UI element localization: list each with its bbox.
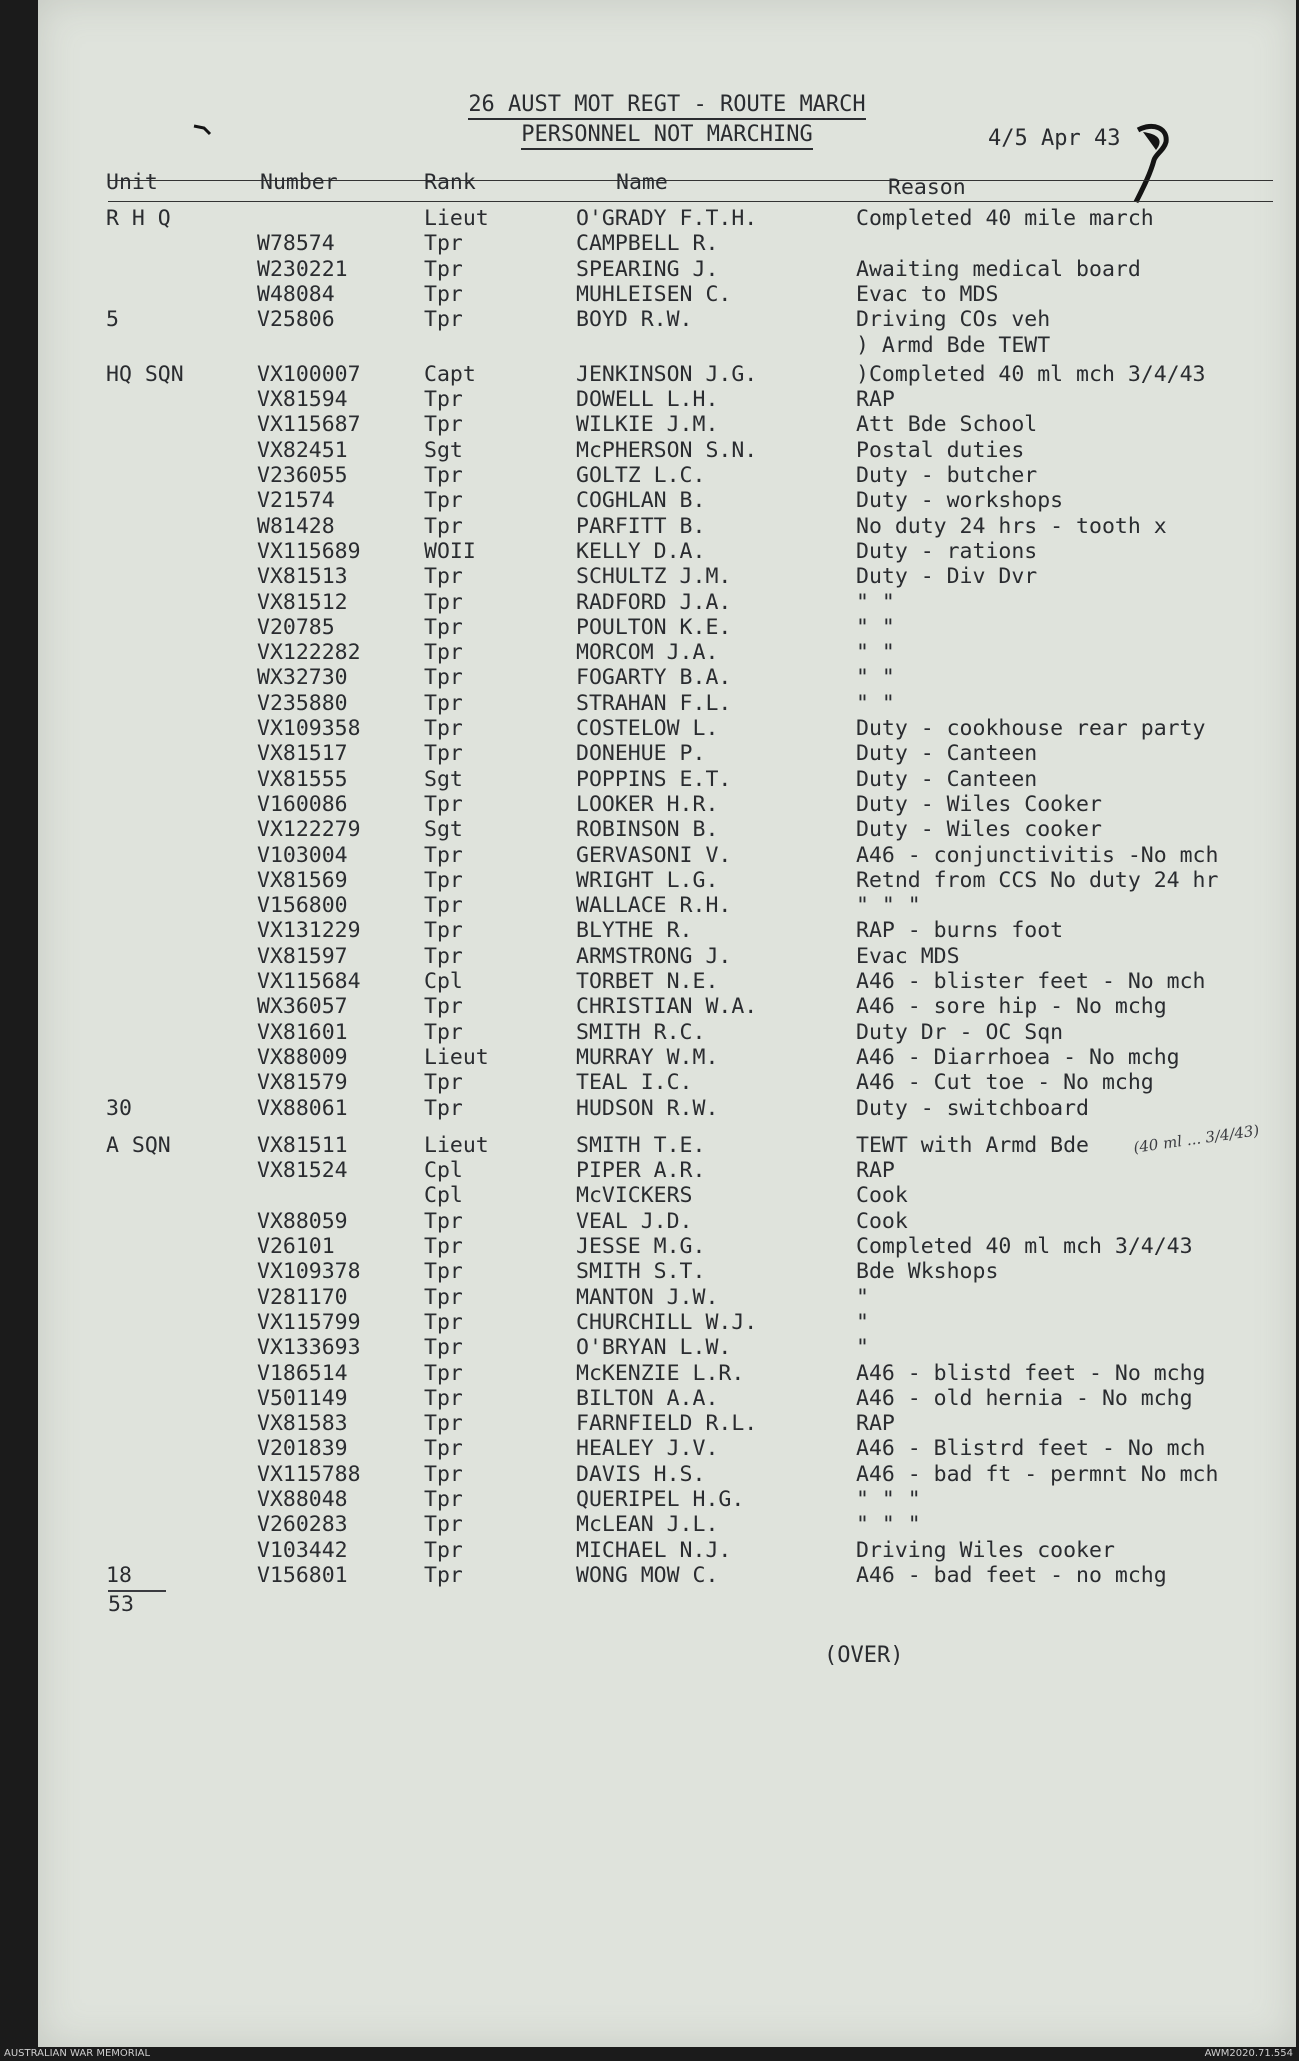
row-number: VX81583: [257, 1411, 348, 1437]
row-name: McKENZIE L.R.: [576, 1360, 745, 1386]
table-row: [38, 1310, 1296, 1336]
row-reason: Cook: [856, 1208, 908, 1234]
table-row: [38, 1487, 1296, 1513]
row-name: TEAL I.C.: [576, 1070, 693, 1096]
row-reason: Driving Wiles cooker: [856, 1537, 1115, 1563]
row-rank: Tpr: [424, 1385, 463, 1411]
table-row: [38, 792, 1296, 818]
table-row: [38, 918, 1296, 944]
table-row: [38, 307, 1296, 333]
row-number: VX88061: [257, 1095, 348, 1121]
row-unit: A SQN: [106, 1132, 171, 1158]
header-reason: Reason: [888, 175, 966, 200]
row-number: W48084: [257, 281, 335, 307]
row-number: V156801: [257, 1562, 348, 1588]
row-number: W78574: [257, 231, 335, 257]
row-name: BLYTHE R.: [576, 918, 693, 944]
row-name: McLEAN J.L.: [576, 1512, 719, 1538]
table-row: [38, 1512, 1296, 1538]
table-row: [38, 944, 1296, 970]
row-reason: Awaiting medical board: [856, 256, 1141, 282]
row-number: V21574: [257, 488, 335, 514]
table-row: [38, 1209, 1296, 1235]
footer-reference: AWM2020.71.554: [1204, 2048, 1293, 2059]
table-row: [38, 412, 1296, 438]
row-name: MURRAY W.M.: [576, 1044, 719, 1070]
row-unit: 18: [106, 1562, 132, 1588]
row-reason: A46 - conjunctivitis -No mch: [856, 842, 1219, 868]
table-row: [38, 514, 1296, 540]
row-rank: Tpr: [424, 412, 463, 438]
row-rank: Tpr: [424, 1019, 463, 1045]
table-row: [38, 615, 1296, 641]
row-name: ROBINSON B.: [576, 817, 719, 843]
row-unit: R H Q: [106, 206, 171, 231]
table-row: [38, 257, 1296, 283]
row-name: SCHULTZ J.M.: [576, 564, 732, 590]
row-number: VX81601: [257, 1019, 348, 1045]
row-reason: RAP - burns foot: [856, 918, 1064, 944]
row-rank: Tpr: [424, 307, 463, 333]
row-rank: Tpr: [424, 1335, 463, 1361]
row-name: SMITH R.C.: [576, 1019, 706, 1045]
row-reason: Duty Dr - OC Sqn: [856, 1019, 1064, 1045]
row-name: CHRISTIAN W.A.: [576, 994, 758, 1020]
row-number: VX81511: [257, 1132, 348, 1158]
row-name: DONEHUE P.: [576, 741, 706, 767]
header-rule-bottom: [108, 201, 1273, 202]
row-name: COGHLAN B.: [576, 488, 706, 514]
row-name: MICHAEL N.J.: [576, 1537, 732, 1563]
row-rank: Tpr: [424, 791, 463, 817]
document-date: 4/5 Apr 43: [988, 126, 1121, 151]
row-rank: Tpr: [424, 665, 463, 691]
row-reason: No duty 24 hrs - tooth x: [856, 513, 1167, 539]
row-unit: 30: [106, 1095, 132, 1121]
row-rank: Tpr: [424, 893, 463, 919]
row-name: GERVASONI V.: [576, 842, 732, 868]
row-reason: A46 - Cut toe - No mchg: [856, 1070, 1154, 1096]
row-reason: " ": [856, 640, 895, 666]
row-rank: Tpr: [424, 1537, 463, 1563]
table-row: [38, 206, 1296, 232]
table-row: [38, 362, 1296, 388]
row-number: VX81555: [257, 766, 348, 792]
row-name: JESSE M.G.: [576, 1234, 706, 1259]
row-name: STRAHAN F.L.: [576, 690, 732, 716]
row-number: VX88048: [257, 1487, 348, 1512]
table-row: [38, 438, 1296, 464]
table-row: [38, 1259, 1296, 1285]
row-reason: Completed 40 mile march: [856, 206, 1154, 231]
row-number: VX81569: [257, 867, 348, 893]
row-rank: Tpr: [424, 842, 463, 868]
row-name: WRIGHT L.G.: [576, 867, 719, 893]
table-row: [38, 231, 1296, 257]
row-reason: " " ": [856, 1487, 921, 1512]
row-rank: Tpr: [424, 1487, 463, 1512]
row-number: VX109378: [257, 1259, 361, 1285]
row-number: VX88009: [257, 1044, 348, 1070]
tick-mark-icon: [190, 120, 220, 140]
row-reason: Postal duties: [856, 437, 1025, 463]
row-rank: Tpr: [424, 231, 463, 257]
header-number: Number: [260, 170, 338, 195]
row-reason: ": [856, 1284, 869, 1310]
row-reason: RAP: [856, 387, 895, 413]
row-reason: Duty - Wiles Cooker: [856, 791, 1102, 817]
row-number: VX81594: [257, 387, 348, 413]
row-reason: Duty - Canteen: [856, 741, 1038, 767]
table-row: [38, 282, 1296, 308]
row-reason: Evac to MDS: [856, 281, 999, 307]
row-name: DAVIS H.S.: [576, 1461, 706, 1487]
row-name: WILKIE J.M.: [576, 412, 719, 438]
row-number: V103442: [257, 1537, 348, 1563]
table-row: [38, 1183, 1296, 1209]
table-row: [38, 564, 1296, 590]
row-number: V235880: [257, 690, 348, 716]
row-number: VX81512: [257, 589, 348, 615]
row-name: BOYD R.W.: [576, 307, 693, 333]
row-number: V501149: [257, 1385, 348, 1411]
row-name: SPEARING J.: [576, 256, 719, 282]
row-number: W81428: [257, 513, 335, 539]
row-reason: Duty - Canteen: [856, 766, 1038, 792]
row-reason: A46 - bad feet - no mchg: [856, 1562, 1167, 1588]
row-reason: " " ": [856, 1512, 921, 1538]
row-rank: Sgt: [424, 766, 463, 792]
row-reason: A46 - bad ft - permnt No mch: [856, 1461, 1219, 1487]
row-number: VX115684: [257, 969, 361, 994]
row-name: CAMPBELL R.: [576, 231, 719, 257]
row-reason: Duty - workshops: [856, 488, 1064, 514]
row-number: V260283: [257, 1512, 348, 1538]
row-number: VX115799: [257, 1309, 361, 1335]
handwritten-note: (40 ml ... 3/4/43): [1132, 1121, 1261, 1157]
row-name: WONG MOW C.: [576, 1562, 719, 1588]
row-rank: Tpr: [424, 1436, 463, 1462]
table-row: [38, 893, 1296, 919]
row-reason: A46 - Diarrhoea - No mchg: [856, 1044, 1180, 1070]
table-row: [38, 1436, 1296, 1462]
row-number: W230221: [257, 256, 348, 282]
row-reason: Duty - Wiles cooker: [856, 817, 1102, 843]
row-reason: RAP: [856, 1411, 895, 1437]
table-row: [38, 994, 1296, 1020]
row-rank: Tpr: [424, 1070, 463, 1096]
table-row: [38, 767, 1296, 793]
row-reason: Att Bde School: [856, 412, 1038, 438]
row-reason: )Completed 40 ml mch 3/4/43: [856, 361, 1206, 387]
row-reason: Duty - Div Dvr: [856, 564, 1038, 590]
row-rank: Lieut: [424, 1044, 489, 1070]
row-rank: Tpr: [424, 1208, 463, 1234]
table-row: [38, 1361, 1296, 1387]
row-reason: Duty - cookhouse rear party: [856, 716, 1206, 741]
footer-source: AUSTRALIAN WAR MEMORIAL: [4, 2048, 151, 2059]
row-name: FOGARTY B.A.: [576, 665, 732, 691]
row-name: WALLACE R.H.: [576, 893, 732, 919]
row-number: V201839: [257, 1436, 348, 1462]
row-rank: Tpr: [424, 867, 463, 893]
row-number: VX122279: [257, 817, 361, 843]
row-number: VX81579: [257, 1070, 348, 1096]
table-row: [38, 387, 1296, 413]
row-reason: Duty - rations: [856, 538, 1038, 564]
table-row: [38, 1462, 1296, 1488]
row-name: POPPINS E.T.: [576, 766, 732, 792]
document-subtitle: PERSONNEL NOT MARCHING: [38, 122, 1296, 150]
row-name: FARNFIELD R.L.: [576, 1411, 758, 1437]
table-row: [38, 1045, 1296, 1071]
row-reason: Evac MDS: [856, 943, 960, 969]
row-name: VEAL J.D.: [576, 1208, 693, 1234]
table-row: [38, 463, 1296, 489]
table-row: [38, 640, 1296, 666]
row-rank: Tpr: [424, 564, 463, 590]
row-number: V160086: [257, 791, 348, 817]
row-name: TORBET N.E.: [576, 969, 719, 994]
row-rank: WOII: [424, 538, 476, 564]
row-rank: Tpr: [424, 716, 463, 741]
row-number: V281170: [257, 1284, 348, 1310]
row-number: V20785: [257, 614, 335, 640]
row-rank: Cpl: [424, 1158, 463, 1184]
table-row: [38, 741, 1296, 767]
document-page: [38, 0, 1296, 2047]
row-rank: Tpr: [424, 1411, 463, 1437]
row-rank: Tpr: [424, 1360, 463, 1386]
row-rank: Tpr: [424, 741, 463, 767]
row-reason: A46 - old hernia - No mchg: [856, 1385, 1193, 1411]
row-unit: HQ SQN: [106, 361, 184, 387]
row-reason: Bde Wkshops: [856, 1259, 999, 1285]
row-reason: Retnd from CCS No duty 24 hr: [856, 867, 1219, 893]
table-row: [38, 1070, 1296, 1096]
table-row: [38, 1285, 1296, 1311]
row-rank: Cpl: [424, 969, 463, 994]
row-number: VX131229: [257, 918, 361, 944]
header-name: Name: [616, 170, 668, 195]
row-name: PARFITT B.: [576, 513, 706, 539]
row-rank: Tpr: [424, 690, 463, 716]
table-row: [38, 665, 1296, 691]
row-number: VX82451: [257, 437, 348, 463]
table-row: [38, 1096, 1296, 1122]
row-rank: Tpr: [424, 918, 463, 944]
table-row: [38, 1538, 1296, 1564]
row-number: VX115687: [257, 412, 361, 438]
row-name: MANTON J.W.: [576, 1284, 719, 1310]
over-label: (OVER): [824, 1643, 904, 1668]
row-number: V236055: [257, 463, 348, 488]
table-row: [38, 868, 1296, 894]
row-name: MORCOM J.A.: [576, 640, 719, 666]
row-reason: " ": [856, 614, 895, 640]
row-rank: Tpr: [424, 640, 463, 666]
row-reason: ": [856, 1309, 869, 1335]
row-reason: TEWT with Armd Bde: [856, 1132, 1089, 1158]
row-number: VX115788: [257, 1461, 361, 1487]
header-unit: Unit: [106, 170, 158, 195]
row-rank: Tpr: [424, 943, 463, 969]
row-rank: Tpr: [424, 1309, 463, 1335]
row-name: SMITH T.E.: [576, 1132, 706, 1158]
ink-mark-icon: [1098, 120, 1208, 210]
row-name: ARMSTRONG J.: [576, 943, 732, 969]
row-number: V26101: [257, 1234, 335, 1259]
row-rank: Tpr: [424, 513, 463, 539]
row-rank: Tpr: [424, 387, 463, 413]
row-name: O'BRYAN L.W.: [576, 1335, 732, 1361]
row-rank: Tpr: [424, 1512, 463, 1538]
row-name: O'GRADY F.T.H.: [576, 206, 758, 231]
table-row: [38, 1411, 1296, 1437]
row-reason: A46 - sore hip - No mchg: [856, 994, 1167, 1020]
row-rank: Tpr: [424, 1234, 463, 1259]
row-number: VX81513: [257, 564, 348, 590]
table-row: [38, 333, 1296, 359]
table-row: [38, 969, 1296, 995]
row-reason: RAP: [856, 1158, 895, 1184]
row-rank: Tpr: [424, 614, 463, 640]
table-row: [38, 539, 1296, 565]
row-name: POULTON K.E.: [576, 614, 732, 640]
row-number: VX88059: [257, 1208, 348, 1234]
row-reason: " ": [856, 589, 895, 615]
row-name: DOWELL L.H.: [576, 387, 719, 413]
row-number: VX122282: [257, 640, 361, 666]
row-number: VX133693: [257, 1335, 361, 1361]
row-number: V156800: [257, 893, 348, 919]
row-number: WX32730: [257, 665, 348, 691]
row-name: LOOKER H.R.: [576, 791, 719, 817]
row-reason: " ": [856, 690, 895, 716]
row-name: SMITH S.T.: [576, 1259, 706, 1285]
row-rank: Capt: [424, 361, 476, 387]
row-reason: " ": [856, 665, 895, 691]
row-number: VX81597: [257, 943, 348, 969]
row-reason: A46 - blistd feet - No mchg: [856, 1360, 1206, 1386]
row-name: HUDSON R.W.: [576, 1095, 719, 1121]
row-number: V186514: [257, 1360, 348, 1386]
row-reason: ) Armd Bde TEWT: [856, 332, 1051, 358]
row-rank: Tpr: [424, 994, 463, 1020]
table-row: [38, 716, 1296, 742]
row-reason: A46 - blister feet - No mch: [856, 969, 1206, 994]
row-rank: Tpr: [424, 488, 463, 514]
row-rank: Tpr: [424, 281, 463, 307]
row-name: CHURCHILL W.J.: [576, 1309, 758, 1335]
row-rank: Tpr: [424, 1259, 463, 1285]
table-row: [38, 1133, 1296, 1159]
row-reason: Driving COs veh: [856, 307, 1051, 333]
row-rank: Tpr: [424, 589, 463, 615]
row-name: MUHLEISEN C.: [576, 281, 732, 307]
row-number: VX81517: [257, 741, 348, 767]
row-reason: Duty - switchboard: [856, 1095, 1089, 1121]
row-name: COSTELOW L.: [576, 716, 719, 741]
row-reason: Completed 40 ml mch 3/4/43: [856, 1234, 1193, 1259]
row-name: PIPER A.R.: [576, 1158, 706, 1184]
row-rank: Tpr: [424, 1562, 463, 1588]
row-number: V25806: [257, 307, 335, 333]
row-number: VX100007: [257, 361, 361, 387]
table-row: [38, 1020, 1296, 1046]
row-number: WX36057: [257, 994, 348, 1020]
row-rank: Tpr: [424, 1284, 463, 1310]
row-name: GOLTZ L.C.: [576, 463, 706, 488]
row-rank: Lieut: [424, 206, 489, 231]
row-name: BILTON A.A.: [576, 1385, 719, 1411]
row-reason: " " ": [856, 893, 921, 919]
row-name: QUERIPEL H.G.: [576, 1487, 745, 1512]
row-reason: Duty - butcher: [856, 463, 1038, 488]
table-row: [38, 590, 1296, 616]
table-row: [38, 691, 1296, 717]
row-number: V103004: [257, 842, 348, 868]
row-rank: Sgt: [424, 817, 463, 843]
row-rank: Lieut: [424, 1132, 489, 1158]
table-row: [38, 817, 1296, 843]
table-row: [38, 1158, 1296, 1184]
row-rank: Sgt: [424, 437, 463, 463]
row-name: McPHERSON S.N.: [576, 437, 758, 463]
row-name: KELLY D.A.: [576, 538, 706, 564]
table-row: [38, 843, 1296, 869]
table-row: [38, 488, 1296, 514]
table-row: [38, 1386, 1296, 1412]
row-name: McVICKERS: [576, 1183, 693, 1209]
row-reason: ": [856, 1335, 869, 1361]
row-rank: Tpr: [424, 1461, 463, 1487]
row-number: VX115689: [257, 538, 361, 564]
row-number: VX109358: [257, 716, 361, 741]
row-rank: Cpl: [424, 1183, 463, 1209]
row-name: HEALEY J.V.: [576, 1436, 719, 1462]
row-reason: A46 - Blistrd feet - No mch: [856, 1436, 1206, 1462]
row-number: VX81524: [257, 1158, 348, 1184]
header-rank: Rank: [424, 170, 476, 195]
row-reason: Cook: [856, 1183, 908, 1209]
document-title: 26 AUST MOT REGT - ROUTE MARCH: [38, 92, 1296, 120]
table-row: [38, 1335, 1296, 1361]
row-name: RADFORD J.A.: [576, 589, 732, 615]
table-row: [38, 1563, 1296, 1589]
total-count: 53: [108, 1592, 134, 1617]
row-unit: 5: [106, 307, 119, 333]
footer-bar: [0, 2047, 1299, 2061]
row-name: JENKINSON J.G.: [576, 361, 758, 387]
row-rank: Tpr: [424, 1095, 463, 1121]
table-row: [38, 1234, 1296, 1260]
row-rank: Tpr: [424, 256, 463, 282]
row-rank: Tpr: [424, 463, 463, 488]
